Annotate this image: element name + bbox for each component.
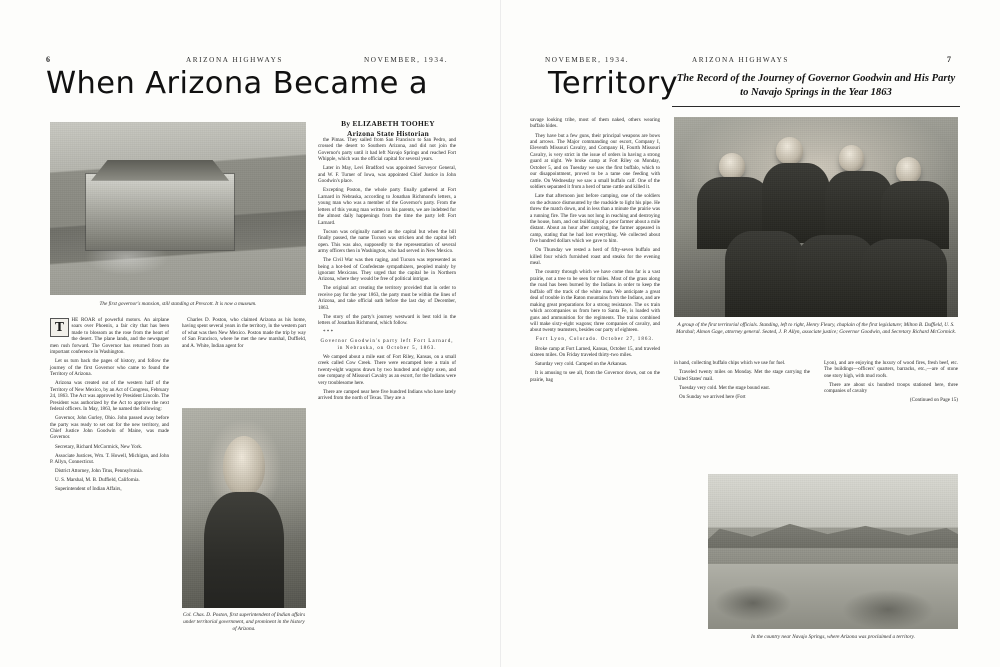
left-col-2-top: Charles D. Poston, who claimed Arizona as his home, having spent several years in the territory, in the western part of what was then New Mexico. Poston made the trip by way of San Francisco, where he met the new marshal, Duffield, and A. White, Indian agent for: [182, 317, 306, 349]
running-head-right: ARIZONA HIGHWAYS: [692, 56, 790, 64]
headline-right: Territory: [548, 66, 679, 101]
byline-title: Arizona State Historian: [346, 129, 430, 138]
deck-rule: [672, 106, 960, 107]
governors-mansion-photo: [50, 122, 306, 295]
territorial-officials-photo: [674, 117, 958, 317]
poston-portrait-photo: [182, 408, 306, 608]
byline: [320, 119, 456, 139]
right-col-2: in hand, collecting buffalo chips which we use for fuel. Traveled twenty miles on Monday. Met the stage carrying the United States' mail. Tuesday very cold. Met the stage bound east. On Sunday we arrived here (Fort: [674, 360, 810, 400]
navajo-springs-photo: [708, 474, 958, 629]
drop-cap-t: T: [50, 318, 69, 337]
article-deck: The Record of the Journey of Governor Goodwin and His Party to Navajo Springs in the Year 1863: [676, 73, 956, 98]
right-col-1: savage looking tribe, most of them naked, others wearing buffalo hides. They have but a few guns, their principal weapons are bows and arrows. The Major commanding our escort, Company I, Eleventh Missouri Cavalry, and Company H, Fourth Missouri Cavalry, is very strict in the issue of orders in having a strong guard at night. We broke camp at Fort Riley on Monday, October 5, and on Tuesday we saw the first buffalo, which to our disappointment, proved to be a tame one feeding with cattle. On Wednesday we saw a small buffalo calf. One of the soldiers separated it from a herd of tame cattle and killed it. Late that afternoon just before camping, one of the soldiers on the advance dismounted by the roadside to light his pipe. He threw the match down, and in less than a minute the prairie was a running fire. The fire was not long in reaching and destroying the house, barn, and out buildings of a poor farmer about a mile distant. About an hour after camping, the farmer appeared in camp, stating that he had lost everything. We collected about five hundred dollars which we gave to him. On Thursday we rested a herd of fifty-seven buffalo and killed four which furnished roast and steaks for the evening meal. The country through which we have come thus far is a vast prairie, not a tree to be seen for miles. Most of the grass along the road has been burned by the Indians in order to keep the buffalo off the track of the white man. We anticipate a great deal of trouble in the Raton mountains from the Indians, and are making great preparations for a strong resistance. The ox train which accompanies us from here to Santa Fe, is loaded with guns and ammunition for the regiments. The trains combined will make sixty-eight wagons; three companies of cavalry, and about twenty teamsters, besides our party of eighteen. Fort Lyon, Colorado. October 27, 1863. Broke camp at Fort Larned, Kansas, October 15, and traveled sixteen miles. On Friday traveled thirty-two miles. Saturday very cold. Camped on the Arkansas. It is amusing to see all, from the Governor down, out on the prairie, bag: [530, 117, 660, 383]
headline-left: When Arizona Became a: [46, 66, 428, 101]
right-col-3: Lyon), and are enjoying the luxury of wood fires, fresh beef, etc. The buildings—officers' quarters, barracks, etc.,—are of stone one story high, with mud roofs. There are about six hundred troops stationed here, three companies of cavalry (Continued on Page 15): [824, 360, 958, 404]
folio-left: 6: [46, 55, 50, 64]
byline-author: By ELIZABETH TOOHEY: [341, 119, 435, 128]
running-head-left: ARIZONA HIGHWAYS: [186, 56, 284, 64]
left-col-3: the Pimas. They sailed from San Francisco to San Pedro, and crossed the desert to Southern Arizona, and did not join the Governor's party until it had left Navajo Springs and reached Fort Whipple, which was the official capital for several years. Later in May, Levi Bradford was appointed Surveyor General, and W. F. Turner of Iowa, was appointed Chief Justice in John Goodwin's place. Excepting Poston, the whole party finally gathered at Fort Larnard in Nebraska, according to Jonathan Richmond's letters, a young man who was a member of the Governor's party. From the letters of this young man written to his parents, we are indebted for the almost daily happenings from the time the party left Fort Larnard. Tucson was originally named as the capital but when the bill finally passed, the name Tucson was stricken and the capital left open. This was also, supposedly to the representation of several army officers then in Washington, who had served in New Mexico. The Civil War was then raging, and Tucson was represented as being a hot-bed of Confederate sympathizers, peopled mainly by ignorant Mexicans. They urged that the capital be in Northern Arizona, where they would be free of political intrigue. The original act creating the territory provided that in order to receive pay for the year 1863, the party must be within the lines of Arizona, and take official oath before the last day of December, 1863. The story of the party's journey westward is best told in the letters of Jonathan Richmond, which follow. * * * Governor Goodwin's party left Fort Larnard, in Nebraska, on October 5, 1863. We camped about a mile east of Fort Riley, Kansas, on a small creek called Cow Creek. There were encamped here a train of twenty-eight wagons drawn by two hundred and eighty oxen, and one company of Missouri Cavalry as an escort, for the Indians were very troublesome here. There are camped near here five hundred Indians who have lately arrived from the north of Texas. They are a: [318, 137, 456, 402]
issue-date-right: NOVEMBER, 1934.: [545, 56, 630, 64]
territorial-officials-caption: A group of the first territorial officials. Standing, left to right, Henry Fleury, chaplain of the first legislature; Milton B. Duffield, U. S. Marshal; Almon Gage, attorney general. Seated, J. P. Allyn, associate justice; Governor Goodwin, and Secretary Richard McCormick.: [676, 322, 956, 335]
poston-portrait-caption: Col. Chas. D. Poston, first superintendent of Indian affairs under territorial government, and prominent in the history of Arizona.: [182, 612, 306, 632]
left-col-1: T HE ROAR of powerful motors. An airplane soars over Phoenix, a fair city that has been made to blossom as the rose from the heart of the desert. The plane lands, and the newspaper men rush forward. The Governor has returned from an important conference in Washington. Let us turn back the pages of history, and follow the journey of the first Governor who came to found the Territory of Arizona. Arizona was created out of the western half of the Territory of New Mexico, by an Act of Congress, February 24, 1863. The Act was approved by President Lincoln. The President was authorized by the Act to approve the next federal officers. In May, 1863, he named the following: Governor, John Gurley, Ohio. John passed away before the party was ready to set out for the new territory, and Chief Justice John Goodwin of Maine, was made Governor. Secretary, Richard McCormick, New York. Associate Justices, Wm. T. Howell, Michigan, and John P. Allyn, Connecticut. District Attorney, John Titus, Pennsylvania. U. S. Marshal, M. B. Duffield, California. Superintendent of Indian Affairs,: [50, 317, 169, 493]
page-gutter: [500, 0, 501, 667]
folio-right: 7: [947, 55, 951, 64]
governors-mansion-caption: The first governor's mansion, still standing at Prescott. It is now a museum.: [99, 301, 257, 307]
navajo-springs-caption: In the country near Navajo Springs, where Arizona was proclaimed a territory.: [751, 634, 915, 640]
issue-date-left: NOVEMBER, 1934.: [364, 56, 449, 64]
